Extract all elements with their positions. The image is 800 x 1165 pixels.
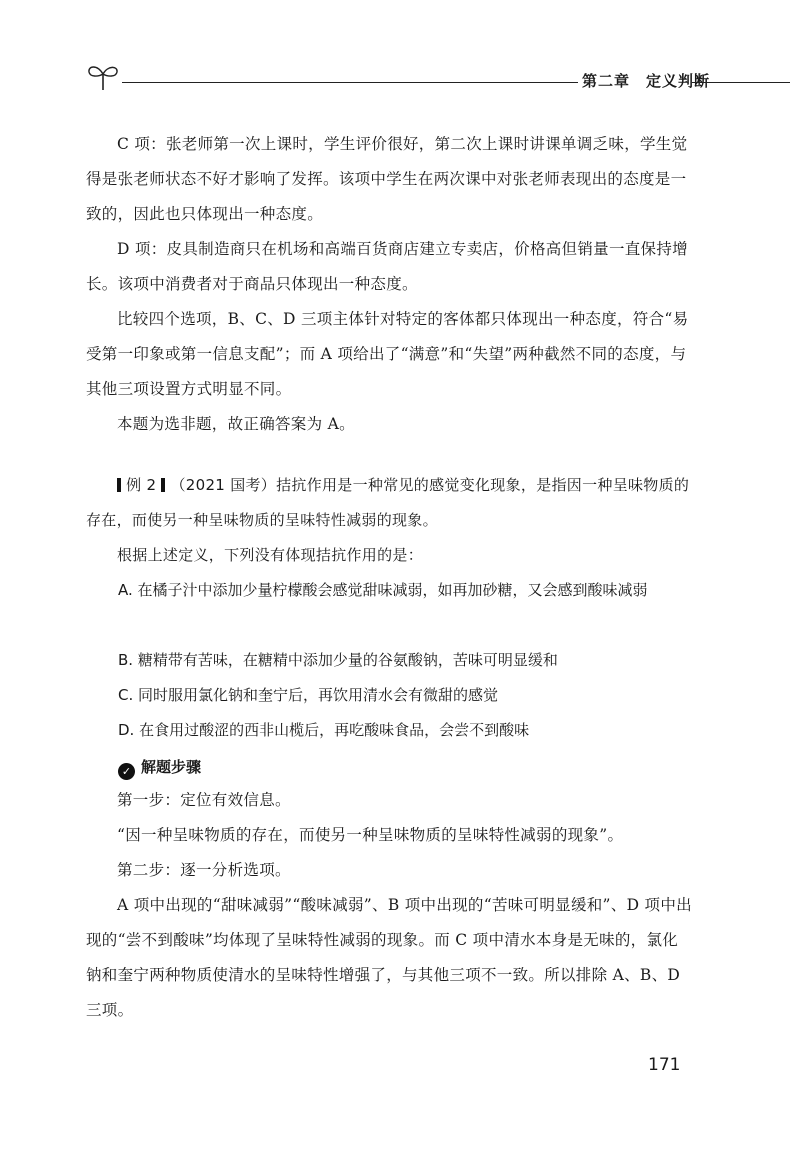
step1-label: 第一步：定位有效信息。 [117, 791, 291, 809]
option-b: B. 糖精带有苦味，在糖精中添加少量的谷氨酸钠，苦味可明显缓和 [118, 651, 558, 669]
check-icon: ✓ [118, 763, 135, 780]
analysis-item-d: D 项：皮具制造商只在机场和高端百货商店建立专卖店，价格高但销量一直保持增长。该项中消费者对于商品只体现出一种态度。 [86, 240, 688, 293]
chapter-title: 第二章 定义判断 [582, 72, 711, 90]
steps-title: 解题步骤 [141, 758, 202, 776]
header-rule-left [122, 82, 578, 83]
analysis-conclusion: 本题为选非题，故正确答案为 A。 [117, 415, 355, 433]
bracket-mark-left [117, 478, 121, 492]
option-c: C. 同时服用氯化钠和奎宁后，再饮用清水会有微甜的感觉 [118, 686, 499, 704]
example-label: 例 2 [126, 476, 157, 494]
steps-heading [118, 756, 201, 780]
example-question: 根据上述定义，下列没有体现拮抗作用的是： [117, 546, 424, 564]
analysis-compare: 比较四个选项，B、C、D 三项主体针对特定的客体都只体现出一种态度，符合“易受第一印象或第一信息支配”；而 A 项给出了“满意”和“失望”两种截然不同的态度，与其他三项设置方式明显不同。 [86, 310, 689, 398]
page-number: 171 [648, 1055, 681, 1075]
running-header [86, 60, 790, 100]
option-a: A. 在橘子汁中添加少量柠檬酸会感觉甜味减弱，如再加砂糖，又会感到酸味减弱 [118, 581, 648, 599]
bracket-mark-right [161, 478, 165, 492]
step2-label: 第二步：逐一分析选项。 [117, 861, 291, 879]
sprout-icon [86, 60, 122, 94]
step2-text: A 项中出现的“甜味减弱”“酸味减弱”、B 项中出现的“苦味可明显缓和”、D 项中出现的“尝不到酸味”均体现了呈味特性减弱的现象。而 C 项中清水本身是无味的，氯化钠和奎宁两种物质使清水的呈味特性增强了，与其他三项不一致。所以排除 A、B、D 三项。 [86, 896, 692, 1019]
header-rule-right [692, 82, 790, 83]
analysis-item-c: C 项：张老师第一次上课时，学生评价很好，第二次上课时讲课单调乏味，学生觉得是张老师状态不好才影响了发挥。该项中学生在两次课中对张老师表现出的态度是一致的，因此也只体现出一种态度。 [86, 135, 688, 223]
example-stem-text: （2021 国考）拮抗作用是一种常见的感觉变化现象，是指因一种呈味物质的存在，而使另一种呈味物质的呈味特性减弱的现象。 [86, 476, 690, 529]
option-d: D. 在食用过酸涩的西非山榄后，再吃酸味食品，会尝不到酸味 [118, 721, 530, 739]
example-stem [86, 468, 692, 538]
step1-quote: “因一种呈味物质的存在，而使另一种呈味物质的呈味特性减弱的现象”。 [117, 826, 624, 844]
